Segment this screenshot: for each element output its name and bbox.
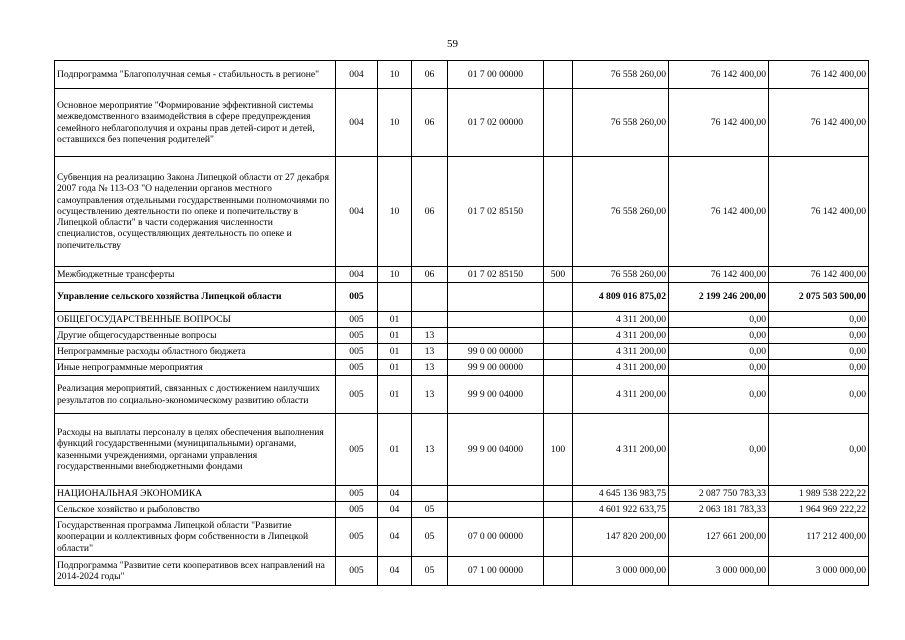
row-target-article: 99 9 00 04000 [448,414,544,486]
row-section-code: 10 [378,157,412,267]
row-amount-year1: 4 311 200,00 [573,312,669,328]
row-amount-year1: 4 311 200,00 [573,344,669,360]
row-amount-year3: 0,00 [769,376,869,414]
row-expense-type [544,283,573,312]
row-expense-type [544,328,573,344]
row-ved-code: 004 [336,267,378,283]
row-ved-code: 004 [336,89,378,157]
table-row [55,344,869,360]
row-expense-type [544,486,573,502]
row-subsection-code: 13 [412,328,448,344]
row-subsection-code: 13 [412,344,448,360]
row-subsection-code: 13 [412,376,448,414]
row-expense-type: 100 [544,414,573,486]
row-ved-code: 005 [336,328,378,344]
row-ved-code: 005 [336,414,378,486]
table-row [55,502,869,518]
table-row [55,283,869,312]
row-section-code [378,283,412,312]
row-name: Межбюджетные трансферты [55,267,336,283]
row-target-article: 01 7 00 00000 [448,61,544,89]
row-ved-code: 005 [336,518,378,557]
row-amount-year2: 0,00 [669,376,769,414]
row-amount-year2: 2 063 181 783,33 [669,502,769,518]
budget-table-body [55,61,869,586]
row-target-article: 99 9 00 04000 [448,376,544,414]
row-ved-code: 005 [336,344,378,360]
row-target-article: 07 0 00 00000 [448,518,544,557]
row-section-code: 01 [378,312,412,328]
table-row [55,486,869,502]
row-target-article [448,486,544,502]
row-section-code: 01 [378,328,412,344]
row-amount-year3: 1 989 538 222,22 [769,486,869,502]
row-subsection-code [412,486,448,502]
row-amount-year3: 76 142 400,00 [769,157,869,267]
row-subsection-code: 05 [412,502,448,518]
row-subsection-code: 05 [412,518,448,557]
table-row [55,414,869,486]
row-subsection-code: 13 [412,414,448,486]
row-ved-code: 004 [336,157,378,267]
row-expense-type [544,376,573,414]
row-target-article [448,502,544,518]
row-expense-type [544,344,573,360]
row-target-article: 99 9 00 00000 [448,360,544,376]
row-target-article: 99 0 00 00000 [448,344,544,360]
row-amount-year1: 4 311 200,00 [573,414,669,486]
row-target-article [448,283,544,312]
page-number: 59 [447,38,458,50]
row-section-code: 01 [378,414,412,486]
row-amount-year3: 2 075 503 500,00 [769,283,869,312]
row-amount-year3: 0,00 [769,360,869,376]
row-amount-year2: 0,00 [669,414,769,486]
row-name: Сельское хозяйство и рыболовство [55,502,336,518]
row-section-code: 04 [378,502,412,518]
row-name: Иные непрограммные мероприятия [55,360,336,376]
row-subsection-code: 06 [412,267,448,283]
table-row [55,267,869,283]
row-name: Другие общегосударственные вопросы [55,328,336,344]
row-ved-code: 005 [336,312,378,328]
row-amount-year2: 3 000 000,00 [669,557,769,586]
row-target-article: 01 7 02 85150 [448,157,544,267]
row-amount-year3: 76 142 400,00 [769,89,869,157]
row-subsection-code: 06 [412,157,448,267]
row-amount-year3: 0,00 [769,312,869,328]
row-subsection-code: 13 [412,360,448,376]
row-amount-year3: 117 212 400,00 [769,518,869,557]
row-ved-code: 005 [336,376,378,414]
row-amount-year3: 76 142 400,00 [769,61,869,89]
table-row [55,61,869,89]
row-name: Субвенция на реализацию Закона Липецкой области от 27 декабря 2007 года № 113-ОЗ "О наделении органов местного самоуправления отдельными государственными полномочиями по осуществлению деятельности по опеке и попечительству в Липецкой области" в части содержания численности специалистов, осуществляющих деятельность по опеке и попечительству [55,157,336,267]
row-ved-code: 004 [336,61,378,89]
table-row [55,376,869,414]
row-name: Управление сельского хозяйства Липецкой области [55,283,336,312]
row-section-code: 01 [378,376,412,414]
row-amount-year2: 127 661 200,00 [669,518,769,557]
table-row [55,518,869,557]
row-amount-year1: 4 601 922 633,75 [573,502,669,518]
row-section-code: 04 [378,557,412,586]
row-target-article: 01 7 02 85150 [448,267,544,283]
row-amount-year2: 76 142 400,00 [669,89,769,157]
row-section-code: 10 [378,267,412,283]
row-amount-year2: 2 199 246 200,00 [669,283,769,312]
table-row [55,557,869,586]
row-expense-type [544,61,573,89]
row-expense-type [544,89,573,157]
row-name: ОБЩЕГОСУДАРСТВЕННЫЕ ВОПРОСЫ [55,312,336,328]
row-amount-year2: 0,00 [669,360,769,376]
row-section-code: 01 [378,344,412,360]
row-amount-year3: 0,00 [769,414,869,486]
row-amount-year2: 76 142 400,00 [669,157,769,267]
row-name: НАЦИОНАЛЬНАЯ ЭКОНОМИКА [55,486,336,502]
row-target-article: 01 7 02 00000 [448,89,544,157]
row-name: Расходы на выплаты персоналу в целях обеспечения выполнения функций государственными (муниципальными) органами, казенными учреждениями, органами управления государственными внебюджетными фондами [55,414,336,486]
table-row [55,328,869,344]
row-amount-year3: 3 000 000,00 [769,557,869,586]
row-amount-year1: 4 645 136 983,75 [573,486,669,502]
row-target-article: 07 1 00 00000 [448,557,544,586]
row-subsection-code [412,312,448,328]
row-subsection-code: 06 [412,89,448,157]
row-subsection-code: 06 [412,61,448,89]
row-section-code: 04 [378,486,412,502]
row-expense-type [544,557,573,586]
row-expense-type [544,157,573,267]
row-ved-code: 005 [336,283,378,312]
row-amount-year2: 76 142 400,00 [669,267,769,283]
row-amount-year2: 76 142 400,00 [669,61,769,89]
table-row [55,157,869,267]
row-section-code: 10 [378,61,412,89]
row-target-article [448,328,544,344]
row-ved-code: 005 [336,557,378,586]
row-amount-year1: 4 311 200,00 [573,360,669,376]
row-section-code: 01 [378,360,412,376]
row-amount-year2: 0,00 [669,312,769,328]
row-amount-year3: 1 964 969 222,22 [769,502,869,518]
row-subsection-code: 05 [412,557,448,586]
row-amount-year1: 76 558 260,00 [573,157,669,267]
row-expense-type [544,360,573,376]
row-name: Реализация мероприятий, связанных с достижением наилучших результатов по социально-экономическому развитию области [55,376,336,414]
table-row [55,312,869,328]
row-ved-code: 005 [336,486,378,502]
row-amount-year1: 76 558 260,00 [573,89,669,157]
row-subsection-code [412,283,448,312]
row-amount-year2: 2 087 750 783,33 [669,486,769,502]
row-ved-code: 005 [336,502,378,518]
row-name: Подпрограмма "Развитие сети кооперативов всех направлений на 2014-2024 годы" [55,557,336,586]
row-expense-type [544,312,573,328]
row-name: Подпрограмма "Благополучная семья - стабильность в регионе" [55,61,336,89]
row-expense-type [544,502,573,518]
row-amount-year1: 4 809 016 875,02 [573,283,669,312]
row-amount-year1: 4 311 200,00 [573,328,669,344]
row-amount-year3: 0,00 [769,328,869,344]
row-name: Основное мероприятие "Формирование эффективной системы межведомственного взаимодействия в сфере предупреждения семейного неблагополучия и охраны прав детей-сирот и детей, оставшихся без попечения родителей" [55,89,336,157]
row-name: Государственная программа Липецкой области "Развитие кооперации и коллективных форм собственности в Липецкой области" [55,518,336,557]
table-row [55,360,869,376]
row-section-code: 10 [378,89,412,157]
row-amount-year1: 147 820 200,00 [573,518,669,557]
row-amount-year1: 4 311 200,00 [573,376,669,414]
row-ved-code: 005 [336,360,378,376]
row-amount-year3: 0,00 [769,344,869,360]
row-amount-year2: 0,00 [669,344,769,360]
table-row [55,89,869,157]
row-expense-type: 500 [544,267,573,283]
row-amount-year1: 3 000 000,00 [573,557,669,586]
row-section-code: 04 [378,518,412,557]
row-amount-year1: 76 558 260,00 [573,61,669,89]
row-amount-year1: 76 558 260,00 [573,267,669,283]
row-expense-type [544,518,573,557]
row-amount-year3: 76 142 400,00 [769,267,869,283]
budget-table [54,60,869,586]
row-amount-year2: 0,00 [669,328,769,344]
row-name: Непрограммные расходы областного бюджета [55,344,336,360]
row-target-article [448,312,544,328]
